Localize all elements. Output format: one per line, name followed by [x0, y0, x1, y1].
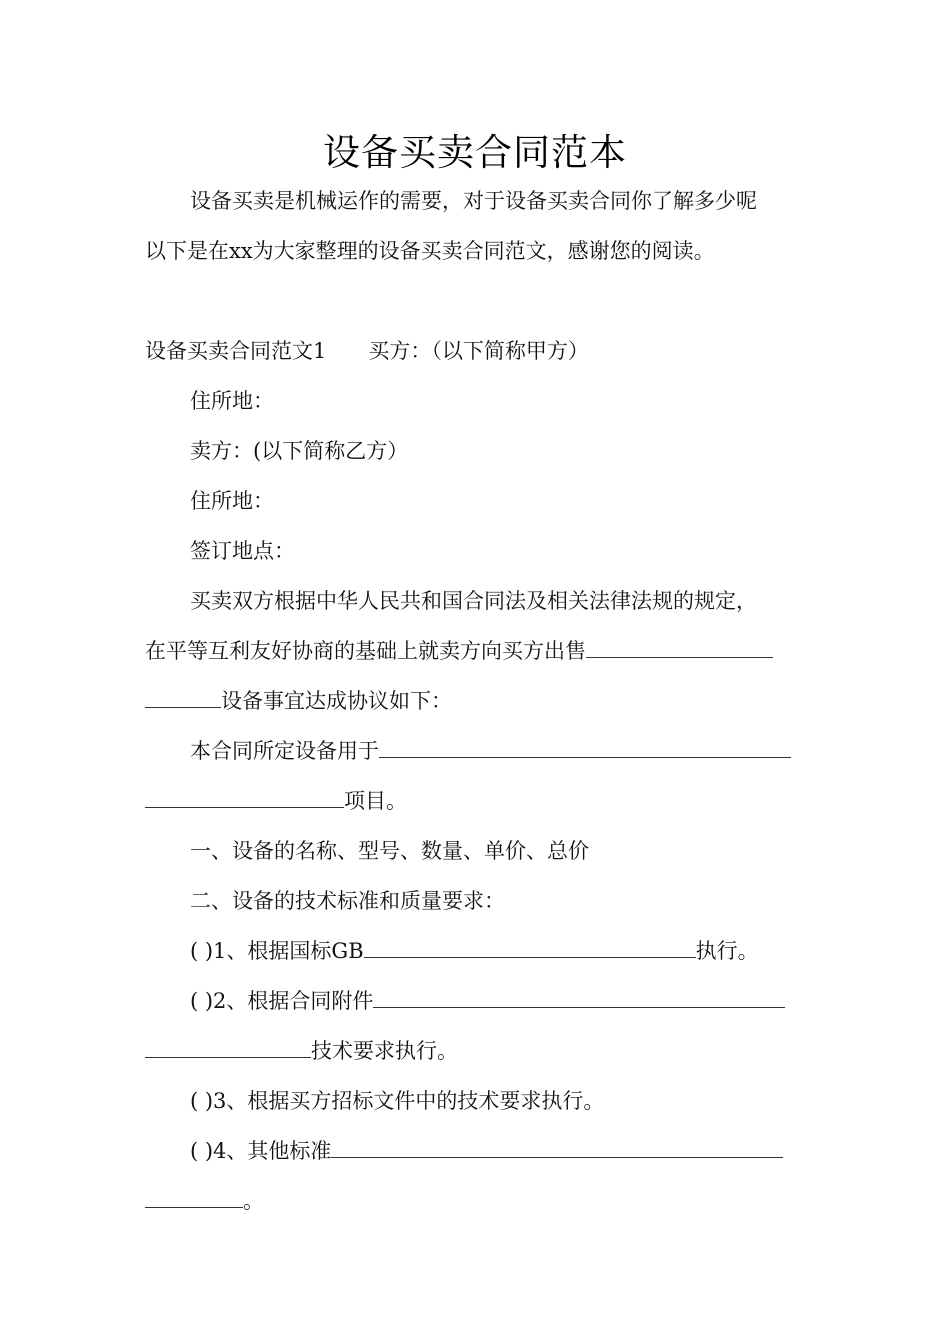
purpose-line-1-row: [190, 736, 807, 766]
standard-option-4: [190, 1136, 807, 1166]
agreement-line-1: 买卖双方根据中华人民共和国合同法及相关法律法规的规定，: [190, 589, 757, 613]
standard-option-3: ( )3、根据买方招标文件中的技术要求执行。: [190, 1089, 605, 1113]
agreement-line-3-row: [145, 686, 807, 716]
seller-label: 卖方：(以下简称乙方）: [190, 439, 409, 463]
standard-option-1: [190, 936, 807, 966]
fill-blank[interactable]: [145, 687, 221, 708]
purpose-line-2: 项目。: [344, 789, 407, 813]
section-heading: 设备买卖合同范文1: [145, 339, 327, 363]
clause-2-heading: 二、设备的技术标准和质量要求：: [190, 889, 505, 913]
standard-option-4-label: ( )4、其他标准: [190, 1139, 332, 1163]
intro-line-2: 以下是在xx为大家整理的设备买卖合同范文，感谢您的阅读。: [145, 239, 715, 263]
agreement-line-3: 设备事宜达成协议如下：: [221, 689, 452, 713]
fill-blank[interactable]: [331, 1137, 783, 1158]
buyer-address-label: 住所地：: [190, 389, 274, 413]
intro-line-1: 设备买卖是机械运作的需要，对于设备买卖合同你了解多少呢: [190, 189, 757, 213]
buyer-label: 买方：（以下简称甲方）: [368, 339, 589, 363]
fill-blank[interactable]: [586, 637, 773, 658]
standard-option-1-suffix: 执行。: [695, 939, 759, 963]
document-title: 设备买卖合同范本: [323, 131, 627, 174]
agreement-line-2-row: [145, 636, 807, 666]
purpose-line-1: 本合同所定设备用于: [190, 739, 379, 763]
fill-blank[interactable]: [145, 1187, 243, 1208]
fill-blank[interactable]: [145, 1037, 311, 1058]
purpose-line-2-row: [145, 786, 807, 816]
standard-option-2-suffix: 技术要求执行。: [311, 1039, 458, 1063]
standard-option-2-label: ( )2、根据合同附件: [190, 989, 374, 1013]
sign-place-label: 签订地点：: [190, 539, 295, 563]
fill-blank[interactable]: [364, 937, 696, 958]
agreement-line-2: 在平等互利友好协商的基础上就卖方向买方出售: [145, 639, 586, 663]
standard-option-4-continued: [145, 1186, 807, 1216]
section-heading-row: [145, 336, 807, 366]
fill-blank[interactable]: [379, 737, 791, 758]
fill-blank[interactable]: [145, 787, 344, 808]
standard-option-2-continued: [145, 1036, 807, 1066]
fill-blank[interactable]: [373, 987, 785, 1008]
standard-option-1-label: ( )1、根据国标GB: [190, 939, 364, 963]
clause-1-heading: 一、设备的名称、型号、数量、单价、总价: [190, 839, 589, 863]
standard-option-2: [190, 986, 807, 1016]
seller-address-label: 住所地：: [190, 489, 274, 513]
standard-option-4-suffix: 。: [243, 1189, 264, 1213]
